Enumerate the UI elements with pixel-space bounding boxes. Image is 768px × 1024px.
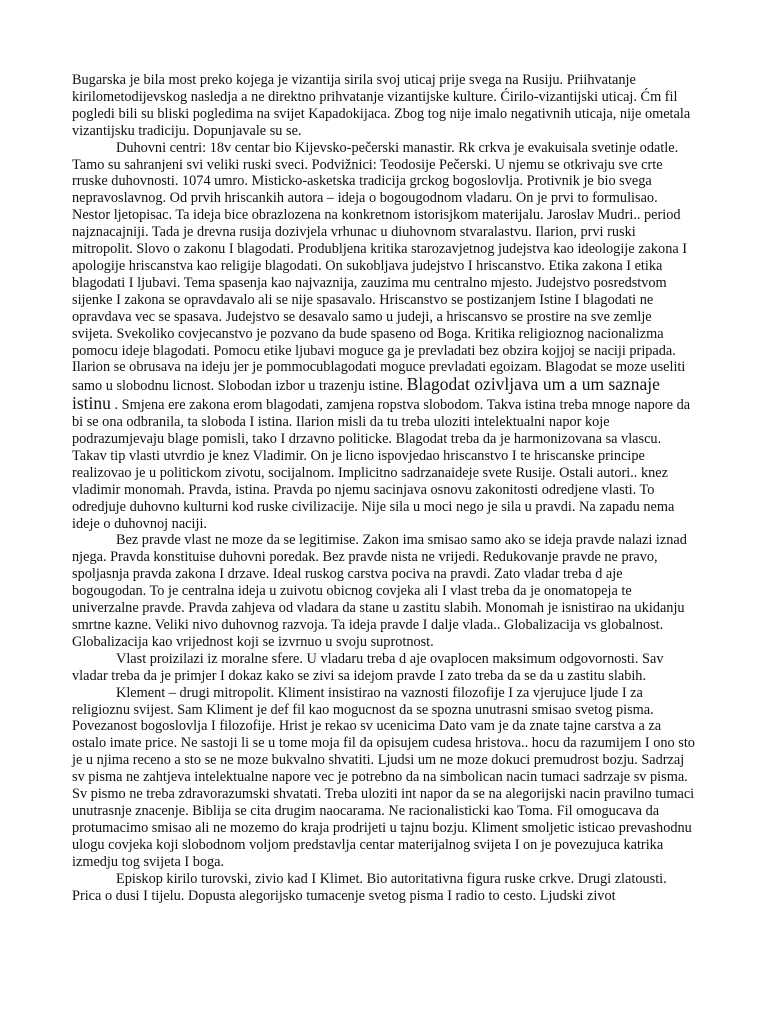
paragraph-text: . Smjena ere zakona erom blagodati, zamjena ropstva slobodom. Takva istina treba mnoge napore da bi se ona odbranila, ta sloboda I istina. Ilarion misli da tu treba uloziti intelektualni napor koje podrazumjevaju blage pomisli, tako I drzavno politicke. Blagodat treba da je harmonizovana sa vlascu. Takav tip vlasti utvrdio je knez Vladimir. On je licno ispovjedao hriscanstvo I te hriscanske principe realizovao je u politickom zivotu, socijalnom. Implicitno sadrzanaideje svete Rusije. Ostali autori.. knez vladimir monomah. Pravda, istina. Pravda po njemu sacinjava osnovu zakonitosti odredjene vlasti. To odredjuje duhovno kulturni kod ruske civilizacije. Nije sila u moci nego je sila u pravdi. Na zapadu nema ideje o duhovnoj naciji. (72, 397, 691, 532)
paragraph-duhovni-centri (72, 140, 696, 533)
paragraph-bez-pravde (72, 532, 696, 650)
paragraph-text: Bez pravde vlast ne moze da se legitimise. Zakon ima smisao samo ako se ideja pravde nalazi iznad njega. Pravda konstituise duhovni poredak. Bez pravde nista ne vrijedi. Redukovanje pravde ne pravo, spoljasnja pravda zakona I drzave. Ideal ruskog carstva pociva na pravdi. Zato vladar treba d aje bogougodan. To je centralna ideja u zuivotu obicnog covjeka ali I vlast treba da je onomatopeja te univerzalne pravde. Pravda zahjeva od vladara da stane u zastitu slabih. Monomah je isnistirao na ukidanju smrtne kazne. Veliki nivo duhovnog razvoja. Ta ideja pravde I dalje vlada.. Globalizacija vs globalnost. Globalizacija kao vrijednost koji se izvrnuo u svoju suprotnost. (72, 532, 687, 650)
paragraph-vlast (72, 651, 696, 685)
paragraph-text: Bugarska je bila most preko kojega je vizantija sirila svoj uticaj prije svega na Rusiju. Priihvatanje kirilometodijevskog nasledja a ne direktno prihvatanje vizantijske kulture. Ćirilo-vizantijski uticaj. Ćm fil pogledi bili su bliski pogledima na svijet Kapadokijaca. Zbog tog nije imalo negativnih uticaja, nije ometala vizantijsku tradiciju. Dopunjavale su se. (72, 72, 691, 139)
paragraph-bugarska (72, 72, 696, 140)
paragraph-klement (72, 685, 696, 871)
document-page (72, 72, 696, 904)
emphasized-sentence: Blagodat ozivljava um a um saznaje istinu (72, 374, 660, 414)
paragraph-episkop (72, 871, 696, 905)
paragraph-text: Episkop kirilo turovski, zivio kad I Klimet. Bio autoritativna figura ruske crkve. Drugi zlatousti. Prica o dusi I tijelu. Dopusta alegorijsko tumacenje svetog pisma I radio to cesto. Ljudski zivot (72, 870, 667, 904)
paragraph-text: Duhovni centri: 18v centar bio Kijevsko-pečerski manastir. Rk crkva je evakuisala svetinje odatle. Tamo su sahranjeni svi veliki ruski sveci. Podvižnici: Teodosije Pečerski. U njemu se otkrivaju sve crte rruske duhovnosti. 1074 umro. Misticko-asketska tradicija grckog bogoslovlja. Protivnik je bio svega nepravoslavnog. Od prvih hriscankih autora – ideja o bogougodnom vladaru. On je prvi to formulisao. Nestor ljetopisac. Ta ideja bice obrazlozena na konkretnom istorisjkom materijalu. Jaroslav Mudri.. period najznacajniji. Tada je drevna rusija dozivjela vrhunac u diuhovnom stvaralastvu. Ilarion, prvi ruski mitropolit. Slovo o zakonu I blagodati. Produbljena kritika starozavjetnog judejstva kao ideologije zakona I apologije hriscanstva kao religije blagodati. On sukobljava judejstvo I hriscanstvo. Etika zakona I etika blagodati I ljubavi. Tema spasenja kao najvaznija, zauzima mu centralno mjesto. Judejstvo posredstvom sijenke I zakona se opravdavalo ali se nije spasavalo. Hriscanstvo se postizanjem Istine I blagodati ne opravdava vec se spasava. Judejstvo se desavalo samo u judeji, a hriscansvo se prostire na sve zemlje svijeta. Svekoliko covjecanstvo je pozvano da bude spaseno od Boga. Kritika religioznog nacionalizma pomocu ideje blagodati. Pomocu etike ljubavi moguce ga je prevladati bez obzira kojjoj se naciji pripada. Ilarion se obrusava na ideju jer je pommocublagodati moguce prevladati egoizam. Blagodat se moze useliti samo u slobodnu licnost. Slobodan izbor u trazenju istine. (72, 139, 688, 395)
paragraph-text: Vlast proizilazi iz moralne sfere. U vladaru treba d aje ovaplocen maksimum odgovornosti. Sav vladar treba da je primjer I dokaz kako se zivi sa idejom pravde I zato treba da se da u zastitu slabih. (72, 650, 664, 684)
paragraph-text: Klement – drugi mitropolit. Kliment insistirao na vaznosti filozofije I za vjerujuce ljude I za religioznu svijest. Sam Kliment je def fil kao mogucnost da se spozna unutrasni smisao svetog pisma. Povezanost bogoslovlja I filozofije. Hrist je rekao sv ucenicima Dato vam je da znate tajne carstva a za ostalo imate price. Ne sastoji li se u tome moja fil da opisujem cudesa hristova.. hocu da razumijem I ono sto je u njima receno a sto se ne moze bukvalno shvatiti. Ljudsi um ne moze dokuci premudrost bozju. Sadrzaj sv pisma ne zahtjeva intelektualne napore vec je potrebno da na simbolican nacin tumaci sadrzaje sv pisma. Sv pismo ne treba zdravorazumski shvatati. Treba uloziti int napor da se na alegorijski nacin pravilno tumaci unutrasnje znacenje. Biblija se cita drugim naocarama. Ne racionalisticki kao Toma. Fil omogucava da protumacimo smisao ali ne mozemo do kraja prodrijeti u tajnu bozju. Kliment smoljetic isticao prevashodnu ulogu covjeka koji slobodnom voljom predstavlja centar materijalnog svijeta I on je povezujuca katrika izmedju tog svijeta I boga. (72, 684, 695, 870)
